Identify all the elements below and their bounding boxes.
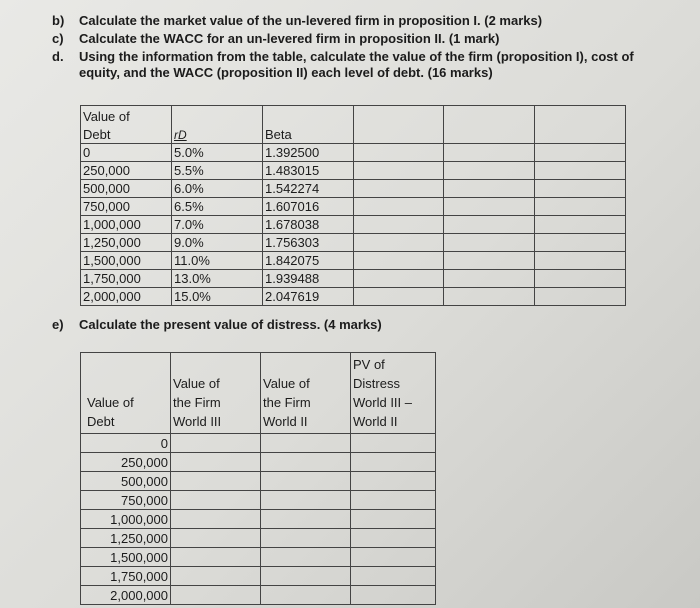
table-row (81, 510, 436, 529)
rd-cell: 7.0% (172, 216, 263, 234)
beta-cell: 1.607016 (263, 198, 354, 216)
empty-cell (535, 216, 626, 234)
question-e (52, 316, 382, 333)
empty-cell (171, 491, 261, 510)
empty-cell (351, 472, 436, 491)
debt-cell: 1,750,000 (81, 270, 172, 288)
debt-value-cell: 750,000 (81, 491, 171, 510)
beta-cell: 1.678038 (263, 216, 354, 234)
empty-cell (171, 434, 261, 453)
debt-cell: 500,000 (81, 180, 172, 198)
table-row (81, 472, 436, 491)
debt-cell: 750,000 (81, 198, 172, 216)
empty-cell (444, 144, 535, 162)
debt-cell: 1,250,000 (81, 234, 172, 252)
empty-cell (354, 270, 444, 288)
debt-value-cell: 2,000,000 (81, 586, 171, 605)
header-debt: Debt (81, 125, 172, 144)
question-b-label: b) (52, 13, 65, 28)
empty-cell (535, 180, 626, 198)
rd-cell: 9.0% (172, 234, 263, 252)
question-e-text: Calculate the present value of distress. (4 marks) (79, 317, 382, 332)
empty-cell (261, 434, 351, 453)
empty-cell (351, 510, 436, 529)
question-c-text: Calculate the WACC for an un-levered firm in proposition II. (1 mark) (79, 31, 500, 46)
debt-value-cell: 1,500,000 (81, 548, 171, 567)
debt-value-cell: 1,250,000 (81, 529, 171, 548)
distress-table (80, 352, 436, 605)
table-row (81, 198, 626, 216)
empty-cell (261, 510, 351, 529)
empty-cell (261, 567, 351, 586)
empty-cell (444, 180, 535, 198)
table-row (81, 586, 436, 605)
empty-cell (354, 162, 444, 180)
empty-cell (261, 548, 351, 567)
empty-cell (535, 252, 626, 270)
debt-value-cell: 500,000 (81, 472, 171, 491)
table-row (81, 548, 436, 567)
empty-cell (444, 216, 535, 234)
rd-cell: 6.0% (172, 180, 263, 198)
empty-cell (351, 586, 436, 605)
debt-beta-table (80, 105, 626, 306)
t2-header-pv-distress: PV of Distress World III – World II (351, 353, 436, 434)
empty-cell (535, 270, 626, 288)
question-c-label: c) (52, 31, 64, 46)
table-row (81, 491, 436, 510)
empty-cell (171, 453, 261, 472)
table-row (81, 234, 626, 252)
empty-cell (351, 491, 436, 510)
table-row (81, 288, 626, 306)
empty-cell (261, 472, 351, 491)
empty-cell (171, 567, 261, 586)
beta-cell: 2.047619 (263, 288, 354, 306)
empty-cell (444, 270, 535, 288)
debt-cell: 1,500,000 (81, 252, 172, 270)
debt-cell: 0 (81, 144, 172, 162)
header-rd: rD (174, 128, 187, 142)
empty-cell (171, 472, 261, 491)
question-b (52, 12, 543, 29)
empty-cell (351, 529, 436, 548)
empty-cell (261, 529, 351, 548)
empty-cell (444, 288, 535, 306)
rd-cell: 5.5% (172, 162, 263, 180)
table-row (81, 144, 626, 162)
empty-cell (354, 252, 444, 270)
header-beta: Beta (263, 125, 354, 144)
empty-cell (171, 510, 261, 529)
empty-cell (444, 198, 535, 216)
empty-cell (261, 586, 351, 605)
empty-cell (535, 198, 626, 216)
debt-value-cell: 1,000,000 (81, 510, 171, 529)
beta-cell: 1.842075 (263, 252, 354, 270)
table-row (81, 567, 436, 586)
empty-cell (535, 162, 626, 180)
beta-cell: 1.392500 (263, 144, 354, 162)
empty-cell (535, 234, 626, 252)
empty-cell (351, 434, 436, 453)
rd-cell: 11.0% (172, 252, 263, 270)
empty-cell (354, 180, 444, 198)
empty-cell (261, 453, 351, 472)
t2-header-value-of-debt: Value of Debt (81, 353, 171, 434)
table-row (81, 529, 436, 548)
empty-cell (171, 586, 261, 605)
question-e-label: e) (52, 317, 64, 332)
empty-cell (351, 548, 436, 567)
empty-cell (351, 453, 436, 472)
empty-cell (261, 491, 351, 510)
empty-cell (351, 567, 436, 586)
table-row (81, 216, 626, 234)
empty-cell (171, 548, 261, 567)
beta-cell: 1.483015 (263, 162, 354, 180)
debt-cell: 2,000,000 (81, 288, 172, 306)
question-b-text: Calculate the market value of the un-levered firm in proposition I. (2 marks) (79, 13, 543, 28)
empty-cell (444, 252, 535, 270)
table-row (81, 252, 626, 270)
table-row (81, 270, 626, 288)
empty-cell (354, 144, 444, 162)
empty-cell (535, 288, 626, 306)
rd-cell: 6.5% (172, 198, 263, 216)
beta-cell: 1.542274 (263, 180, 354, 198)
empty-cell (444, 162, 535, 180)
empty-cell (354, 234, 444, 252)
empty-cell (171, 529, 261, 548)
t2-header-value-firm-world-ii: Value of the Firm World II (261, 353, 351, 434)
empty-cell (535, 144, 626, 162)
table-row (81, 162, 626, 180)
question-c (52, 30, 500, 47)
t2-header-value-firm-world-iii: Value of the Firm World III (171, 353, 261, 434)
empty-cell (354, 216, 444, 234)
question-d-text-continued: equity, and the WACC (proposition II) each level of debt. (16 marks) (79, 65, 493, 80)
empty-cell (444, 234, 535, 252)
rd-cell: 15.0% (172, 288, 263, 306)
debt-cell: 250,000 (81, 162, 172, 180)
question-d (52, 48, 634, 65)
beta-cell: 1.939488 (263, 270, 354, 288)
table-row (81, 434, 436, 453)
table-row (81, 453, 436, 472)
debt-value-cell: 0 (81, 434, 171, 453)
beta-cell: 1.756303 (263, 234, 354, 252)
debt-value-cell: 250,000 (81, 453, 171, 472)
debt-cell: 1,000,000 (81, 216, 172, 234)
rd-cell: 5.0% (172, 144, 263, 162)
empty-cell (354, 198, 444, 216)
question-d-label: d. (52, 49, 64, 64)
empty-cell (354, 288, 444, 306)
question-d-text: Using the information from the table, calculate the value of the firm (proposition I), cost of (79, 49, 634, 64)
rd-cell: 13.0% (172, 270, 263, 288)
table-row (81, 180, 626, 198)
header-value-of: Value of (81, 106, 172, 126)
debt-value-cell: 1,750,000 (81, 567, 171, 586)
